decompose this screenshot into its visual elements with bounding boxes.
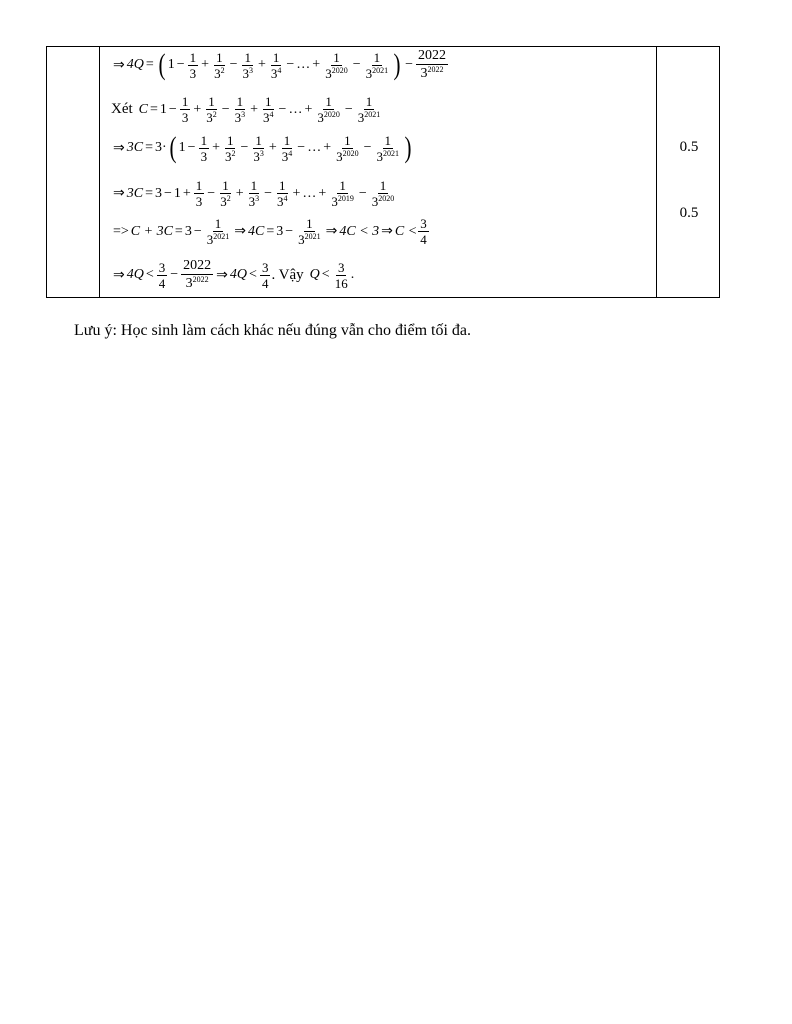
fraction-part: 1 [265, 94, 272, 109]
score-2: 0.5 [679, 205, 699, 221]
fraction [416, 49, 448, 81]
fraction-part: 3 [224, 148, 232, 164]
fraction [251, 134, 266, 163]
minus: − [286, 57, 295, 72]
fraction-part: 4 [261, 275, 269, 291]
fraction-part [275, 194, 290, 208]
fraction-part: 3 [200, 148, 208, 164]
q-var: Q [309, 267, 320, 282]
fraction-part: 3 [317, 110, 324, 125]
fraction-part: 1 [379, 178, 387, 193]
minus: − [163, 185, 172, 201]
exponent: 2019 [337, 194, 354, 203]
exponent: 4 [283, 194, 288, 203]
fraction-part: 1 [373, 49, 381, 65]
right-paren: ) [393, 48, 401, 81]
fraction [261, 95, 276, 124]
fraction-part [419, 65, 446, 81]
plus: + [268, 140, 277, 155]
lhs: 3C [126, 185, 144, 201]
fraction-part [247, 194, 262, 208]
fraction-part: 16 [334, 275, 348, 291]
plus: + [235, 185, 244, 201]
math-line-5 [111, 217, 430, 246]
fraction [205, 217, 232, 246]
minus: − [358, 185, 367, 201]
expr: 4C < 3 [339, 223, 380, 239]
fraction [334, 134, 361, 163]
fraction-part: 3 [325, 65, 332, 81]
fraction-part [296, 232, 323, 246]
implies-symbol: ⇒ [216, 267, 228, 283]
fraction-part: 3 [248, 194, 256, 209]
lt: < [249, 267, 257, 282]
fraction [204, 95, 219, 124]
fraction-part: 3 [337, 259, 345, 275]
exponent: 2021 [213, 232, 230, 241]
eq: = [174, 223, 183, 239]
fraction [329, 179, 356, 208]
minus: − [193, 223, 202, 239]
fraction-part: 3 [277, 194, 284, 209]
fraction-part: 1 [255, 132, 262, 148]
fraction-part: 1 [216, 49, 223, 65]
fraction-part: 3 [185, 276, 193, 291]
fraction-part [269, 66, 284, 80]
math-line-1 [111, 49, 449, 81]
fraction-part: 4 [420, 232, 427, 247]
ellipsis: … [296, 57, 311, 72]
exponent: 2020 [342, 148, 359, 158]
fraction-part: 1 [222, 178, 229, 193]
answer-table [46, 46, 720, 298]
exponent: 2020 [331, 65, 348, 75]
fraction-part: 1 [250, 178, 258, 193]
eq: = [145, 185, 153, 201]
minus: − [176, 57, 185, 72]
fraction-part [251, 149, 266, 163]
fraction [194, 179, 205, 208]
fraction-part: 3 [298, 232, 305, 247]
three: 3 [184, 223, 192, 239]
fraction-part: 3 [420, 66, 428, 81]
minus: − [352, 57, 361, 72]
fraction [275, 179, 290, 208]
expr: C < [394, 223, 418, 239]
one: 1 [159, 101, 167, 117]
minus: − [240, 140, 249, 155]
plus: + [212, 140, 220, 155]
fraction-part: 3 [220, 194, 227, 209]
implies-symbol: ⇒ [113, 140, 125, 156]
fraction-part: 1 [195, 178, 203, 193]
fraction-part: 2022 [183, 258, 212, 273]
fraction-part [223, 149, 238, 163]
fraction-part: 3 [234, 110, 242, 125]
exponent: 3 [241, 110, 246, 119]
fraction [375, 134, 402, 163]
fraction [280, 134, 295, 163]
fraction-part: 2022 [418, 48, 447, 63]
dot: · [161, 140, 167, 155]
fraction [180, 95, 191, 124]
fraction [247, 179, 262, 208]
implies-symbol: ⇒ [113, 186, 125, 201]
three: 3 [154, 185, 162, 201]
implies-symbol: ⇒ [113, 57, 125, 73]
column-divider-2 [656, 47, 657, 297]
fraction-part: 3 [253, 148, 260, 164]
fraction [370, 179, 397, 208]
fraction-part: 1 [325, 94, 332, 109]
fraction-part: 1 [189, 49, 197, 65]
fraction-part [205, 232, 232, 246]
fraction-part: 3 [242, 65, 249, 81]
lhs: C [138, 101, 149, 117]
fraction [333, 261, 350, 290]
fraction-part: 3 [365, 65, 373, 81]
expr: 4C [247, 223, 265, 239]
ellipsis: … [307, 140, 322, 155]
exponent: 2 [212, 110, 217, 119]
plus: + [323, 140, 332, 155]
plus: + [312, 57, 321, 72]
minus: − [207, 185, 216, 201]
fraction-part: 3 [181, 110, 189, 125]
fraction-part: 1 [236, 94, 244, 109]
minus: − [168, 101, 177, 117]
math-line-6 [111, 259, 354, 291]
exponent: 4 [269, 110, 274, 119]
plus: + [318, 185, 327, 201]
fraction-part: 3 [158, 259, 166, 275]
fraction [212, 51, 227, 80]
minus: − [170, 267, 179, 282]
minus: − [344, 101, 353, 117]
minus: − [405, 57, 414, 72]
lhs: 3C [126, 140, 144, 155]
lt: < [321, 267, 330, 282]
exponent: 3 [255, 194, 260, 203]
lhs: 4Q [126, 57, 144, 72]
fraction-part: 1 [214, 216, 222, 231]
fraction-part [280, 149, 295, 163]
fraction-part: 1 [279, 178, 286, 193]
fraction [199, 134, 210, 163]
three: 3 [276, 223, 284, 239]
column-divider-1 [99, 47, 100, 297]
exponent: 2020 [378, 194, 395, 203]
one: 1 [178, 140, 186, 155]
fraction-part: 3 [206, 110, 213, 125]
fraction-part [218, 194, 233, 208]
fraction-part: 1 [365, 94, 373, 109]
fraction-part [329, 194, 356, 208]
fraction-part [323, 66, 350, 80]
minus: − [285, 223, 294, 239]
fraction-part: 3 [281, 148, 289, 164]
exponent: 4 [277, 65, 282, 75]
fraction-part: 3 [420, 216, 427, 231]
fraction-part: 3 [357, 110, 365, 125]
fraction [269, 51, 284, 80]
fraction-part: 1 [244, 49, 251, 65]
implies-symbol: ⇒ [381, 224, 393, 239]
fraction-part [184, 275, 211, 291]
fraction-part: 3 [206, 232, 214, 247]
exponent: 2 [231, 148, 236, 158]
one: 1 [173, 185, 181, 201]
fraction-part: 1 [226, 132, 234, 148]
eq: = [266, 223, 275, 239]
fraction-part [261, 110, 276, 124]
fraction [181, 259, 213, 291]
fraction-part [364, 66, 391, 80]
fraction-part: 3 [376, 148, 383, 164]
fraction-part: 3 [263, 110, 270, 125]
minus: − [363, 140, 372, 155]
right-paren: ) [404, 131, 412, 164]
plus: + [257, 57, 266, 72]
fraction-part: 1 [344, 132, 351, 148]
exponent: 3 [248, 65, 253, 75]
eq: = [145, 140, 153, 155]
exponent: 2022 [427, 65, 444, 74]
fraction-part: 3 [270, 65, 278, 81]
exponent: 2021 [364, 110, 381, 119]
period: . [350, 267, 355, 282]
minus: − [278, 101, 287, 117]
ellipsis: … [302, 185, 317, 201]
expr: C + 3C [130, 223, 173, 239]
fraction [315, 95, 342, 124]
fraction-part: 1 [339, 178, 346, 193]
ellipsis: … [288, 101, 303, 117]
left-paren: ( [169, 131, 177, 164]
exponent: 2 [226, 194, 231, 203]
math-line-3 [111, 133, 414, 163]
exponent: 2 [220, 65, 225, 75]
one: 1 [167, 57, 175, 72]
fraction-part [356, 110, 383, 124]
fraction-part: 3 [371, 194, 379, 209]
minus: − [264, 185, 273, 201]
fraction-part [233, 110, 248, 124]
plus: + [250, 101, 259, 117]
implies-symbol: => [113, 223, 129, 239]
fraction [356, 95, 383, 124]
fraction-part [375, 149, 402, 163]
fraction [240, 51, 255, 80]
fraction [188, 51, 199, 80]
implies-symbol: ⇒ [325, 224, 338, 239]
plus: + [304, 101, 313, 117]
exponent: 2022 [192, 275, 209, 284]
fraction-part: 4 [158, 275, 166, 291]
math-line-4 [111, 179, 397, 208]
fraction [323, 51, 350, 80]
exponent: 2020 [323, 110, 340, 119]
fraction [296, 217, 323, 246]
vay-label: . Vậy [271, 266, 304, 283]
exponent: 3 [259, 148, 264, 158]
minus: − [297, 140, 306, 155]
math-line-2 [111, 95, 383, 124]
fraction-part [204, 110, 219, 124]
plus: + [292, 185, 301, 201]
plus: + [201, 57, 210, 72]
fraction-part: 1 [306, 216, 313, 231]
minus: − [221, 101, 230, 117]
fraction [223, 134, 238, 163]
fraction-part: 1 [181, 94, 189, 109]
fraction-part: 1 [384, 132, 391, 148]
fraction-part: 3 [214, 65, 221, 81]
fraction-part [334, 149, 361, 163]
fraction-part: 3 [261, 259, 269, 275]
plus: + [193, 101, 202, 117]
fraction-part [212, 66, 227, 80]
implies-symbol: ⇒ [234, 224, 246, 239]
lhs: 4Q [229, 267, 248, 282]
xet-label: Xét [111, 101, 133, 117]
fraction [218, 179, 233, 208]
fraction-part: 3 [331, 194, 338, 209]
fraction-part: 3 [336, 148, 343, 164]
fraction [157, 261, 168, 290]
fraction [418, 217, 429, 246]
fraction-part: 1 [200, 132, 208, 148]
fraction [364, 51, 391, 80]
fraction-part [315, 110, 342, 124]
lt: < [145, 267, 154, 282]
exponent: 2021 [383, 148, 399, 158]
exponent: 4 [288, 148, 293, 158]
plus: + [182, 185, 191, 201]
implies-symbol: ⇒ [113, 267, 125, 283]
exponent: 2021 [304, 232, 321, 241]
fraction [260, 261, 271, 290]
footnote: Lưu ý: Học sinh làm cách khác nếu đúng vẫn cho điểm tối đa. [74, 322, 472, 339]
fraction-part: 1 [283, 132, 291, 148]
minus: − [187, 140, 196, 155]
score-1: 0.5 [679, 139, 699, 155]
left-paren: ( [158, 48, 166, 81]
fraction-part: 1 [272, 49, 280, 65]
three: 3 [154, 140, 162, 155]
fraction-part [240, 66, 255, 80]
eq: = [145, 57, 154, 72]
eq: = [150, 101, 158, 117]
fraction-part: 3 [189, 65, 197, 81]
lhs: 4Q [126, 267, 144, 282]
minus: − [229, 57, 238, 72]
exponent: 2021 [372, 65, 389, 75]
fraction-part: 1 [333, 49, 340, 65]
fraction-part: 3 [195, 194, 203, 209]
fraction-part [370, 194, 397, 208]
fraction [233, 95, 248, 124]
fraction-part: 1 [208, 94, 215, 109]
